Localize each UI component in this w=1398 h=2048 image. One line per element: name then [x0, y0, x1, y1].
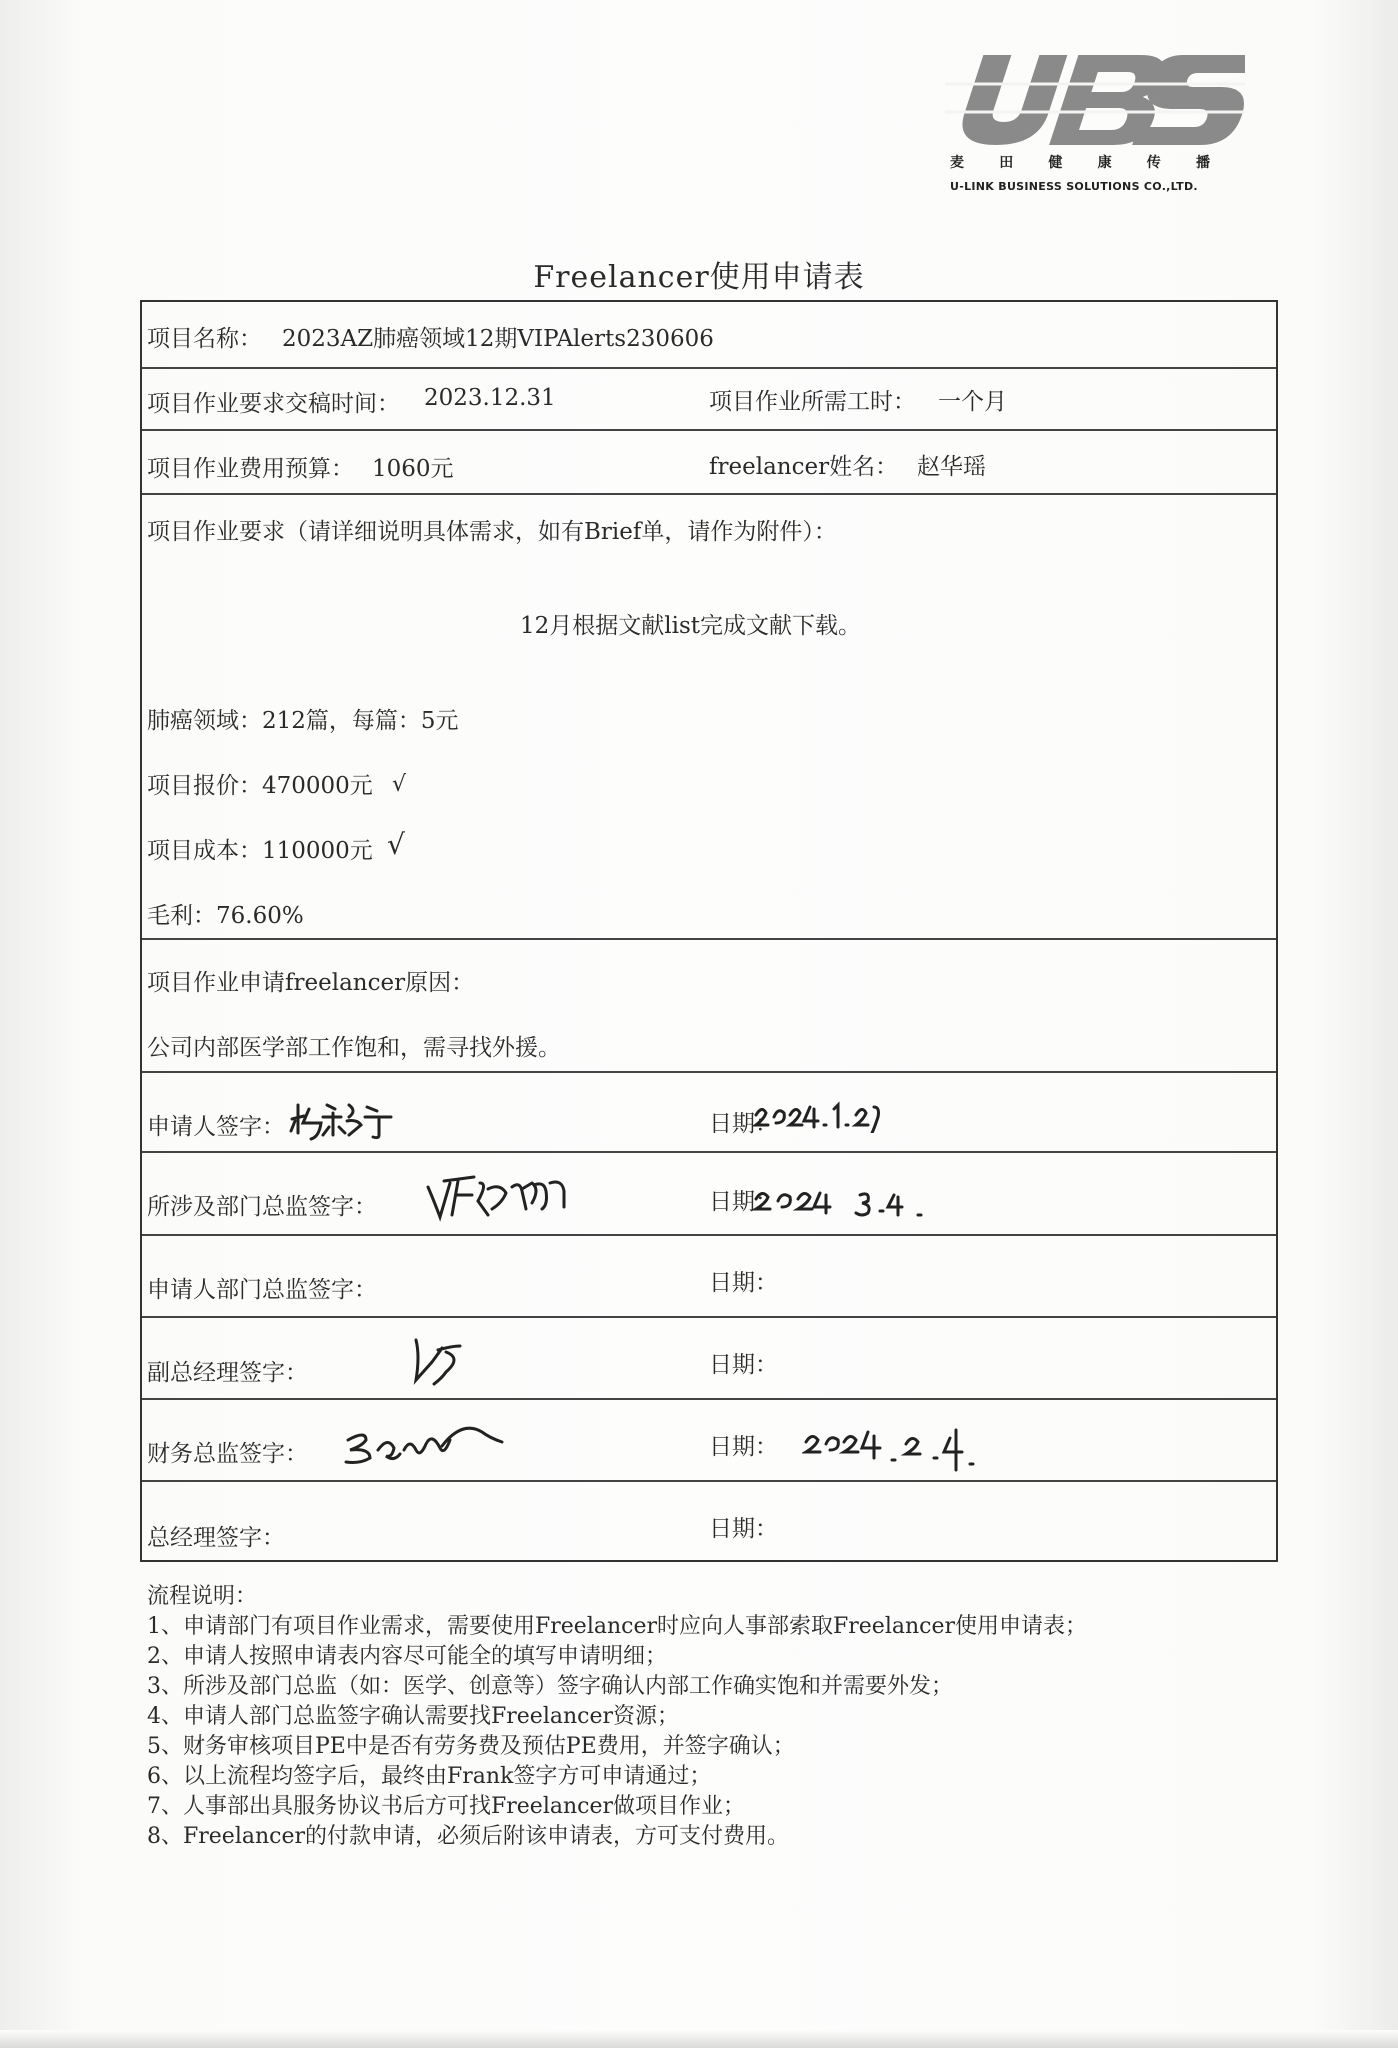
dept-director-date-handwriting — [752, 1171, 932, 1221]
application-form — [140, 300, 1278, 1562]
applicant-date-handwriting — [752, 1089, 882, 1133]
freelancer-name-label: freelancer姓名： — [709, 454, 899, 480]
cfo-date-label: 日期： — [709, 1434, 778, 1460]
cost-line: 项目成本：110000元 — [147, 838, 373, 864]
field-line: 肺癌领域：212篇，每篇：5元 — [147, 708, 459, 734]
applicant-dept-director-label: 申请人部门总监签字： — [147, 1277, 377, 1303]
page-edge-shadow — [0, 2030, 1398, 2048]
cost-check-mark: √ — [387, 828, 405, 861]
row-signature-gm — [142, 1482, 1276, 1562]
applicant-signature — [287, 1091, 397, 1141]
gm-signature-label: 总经理签字： — [147, 1525, 285, 1551]
applicant-dept-director-date-label: 日期： — [709, 1270, 778, 1296]
cfo-signature — [342, 1420, 522, 1466]
process-step: 4、申请人部门总监签字确认需要找Freelancer资源； — [147, 1704, 679, 1729]
work-hours-label: 项目作业所需工时： — [709, 389, 916, 415]
row-budget — [142, 431, 1276, 495]
applicant-date-label: 日期： — [709, 1111, 778, 1137]
reason-value: 公司内部医学部工作饱和，需寻找外援。 — [147, 1035, 561, 1061]
cfo-signature-label: 财务总监签字： — [147, 1441, 308, 1467]
logo-chinese-name: 麦 田 健 康 传 播 — [950, 155, 1210, 171]
gm-date-label: 日期： — [709, 1516, 778, 1542]
applicant-signature-label: 申请人签字： — [147, 1114, 285, 1140]
process-step: 1、申请部门有项目作业需求，需要使用Freelancer时应向人事部索取Freelancer使用申请表； — [147, 1614, 1087, 1639]
process-step: 8、Freelancer的付款申请，必须后附该申请表，方可支付费用。 — [147, 1824, 789, 1849]
vice-gm-signature-label: 副总经理签字： — [147, 1360, 308, 1386]
deadline-value: 2023.12.31 — [424, 385, 556, 411]
company-logo — [945, 50, 1245, 200]
freelancer-name-value: 赵华瑶 — [917, 454, 986, 480]
budget-label: 项目作业费用预算： — [147, 456, 354, 482]
cfo-date-handwriting — [802, 1418, 982, 1474]
process-step: 5、财务审核项目PE中是否有劳务费及预估PE费用，并签字确认； — [147, 1734, 795, 1759]
process-step: 2、申请人按照申请表内容尽可能全的填写申请明细； — [147, 1644, 667, 1669]
quote-check-mark: √ — [392, 772, 407, 797]
row-signature-applicant-dept-director — [142, 1236, 1276, 1318]
form-title: Freelancer使用申请表 — [533, 260, 865, 295]
logo-english-name: U-LINK BUSINESS SOLUTIONS CO.,LTD. — [950, 180, 1198, 193]
row-reason — [142, 940, 1276, 1073]
quote-line: 项目报价：470000元 — [147, 773, 373, 799]
project-name-value: 2023AZ肺癌领域12期VIPAlerts230606 — [282, 326, 714, 352]
vice-gm-date-label: 日期： — [709, 1352, 778, 1378]
process-heading: 流程说明： — [147, 1584, 258, 1609]
reason-label: 项目作业申请freelancer原因： — [147, 970, 475, 996]
project-name-label: 项目名称： — [147, 326, 262, 352]
margin-line: 毛利：76.60% — [147, 903, 304, 929]
vice-gm-signature — [402, 1332, 472, 1392]
deadline-label: 项目作业要求交稿时间： — [147, 391, 400, 417]
requirements-description: 12月根据文献list完成文献下载。 — [520, 613, 862, 639]
row-signature-cfo — [142, 1400, 1276, 1482]
dept-director-signature — [422, 1167, 572, 1223]
dept-director-signature-label: 所涉及部门总监签字： — [147, 1194, 377, 1220]
row-requirements — [142, 495, 1276, 940]
process-step: 7、人事部出具服务协议书后方可找Freelancer做项目作业； — [147, 1794, 745, 1819]
process-notes — [147, 1582, 1087, 1852]
row-signature-applicant — [142, 1073, 1276, 1153]
row-deadline — [142, 369, 1276, 431]
budget-value: 1060元 — [372, 456, 454, 482]
work-hours-value: 一个月 — [938, 389, 1007, 415]
row-signature-vice-gm — [142, 1318, 1276, 1400]
row-signature-dept-director — [142, 1153, 1276, 1236]
row-project-name — [142, 302, 1276, 369]
requirements-label: 项目作业要求（请详细说明具体需求，如有Brief单，请作为附件）： — [147, 519, 837, 545]
process-step: 6、以上流程均签字后，最终由Frank签字方可申请通过； — [147, 1764, 712, 1789]
dept-director-date-label: 日期： — [709, 1189, 778, 1215]
process-step: 3、所涉及部门总监（如：医学、创意等）签字确认内部工作确实饱和并需要外发； — [147, 1674, 953, 1699]
